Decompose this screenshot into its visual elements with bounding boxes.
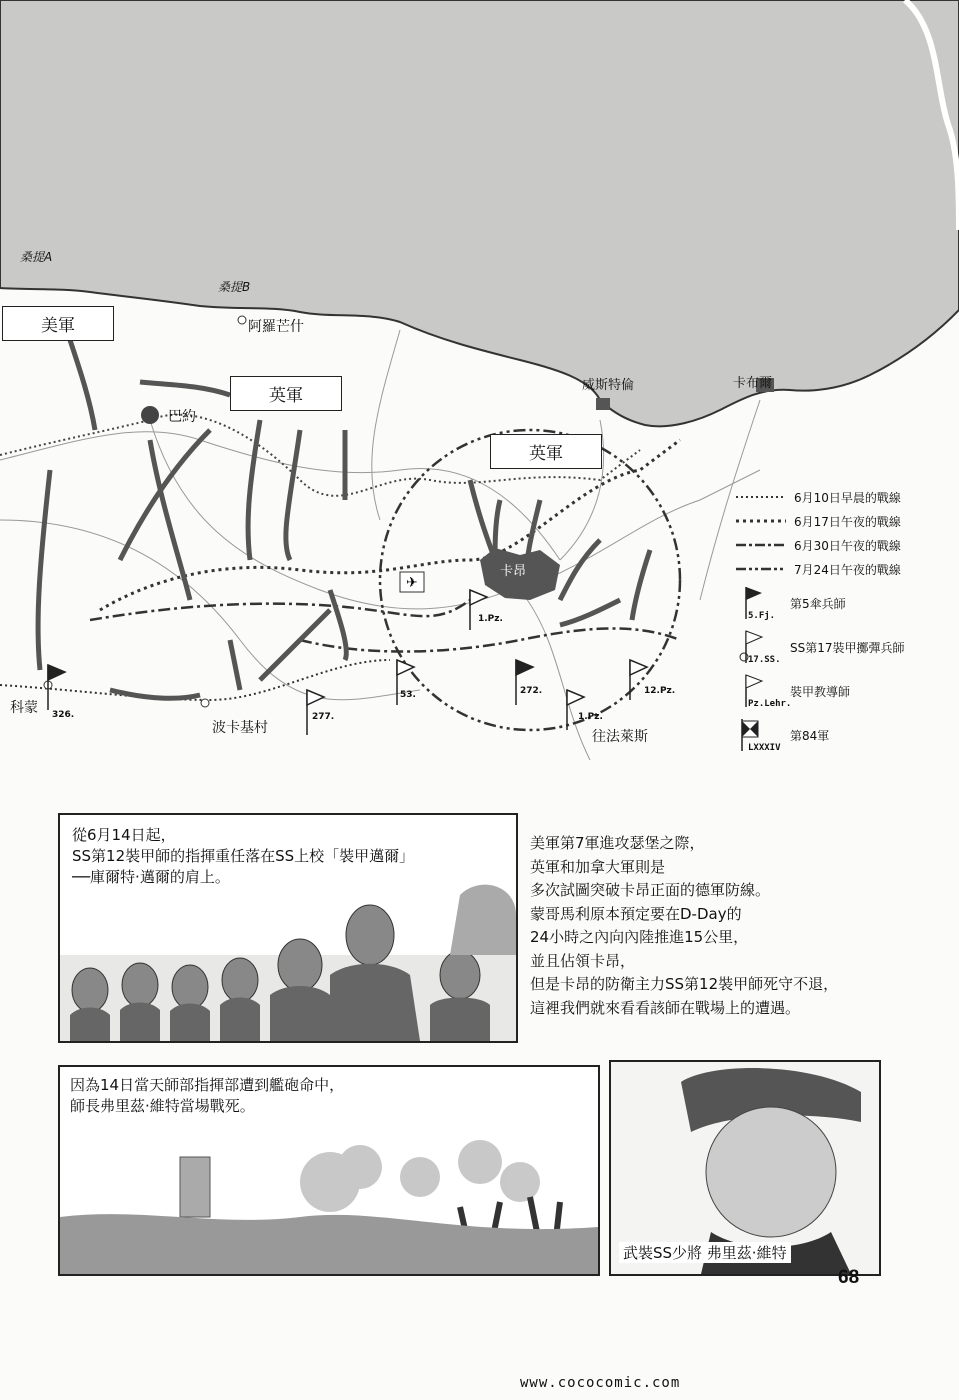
narration-text bbox=[530, 832, 838, 1020]
army-label-us: 美軍 bbox=[2, 306, 114, 341]
front-line-june-30 bbox=[90, 600, 680, 652]
legend-line-june-17 bbox=[736, 509, 956, 533]
unit-marker-326: 326. bbox=[52, 710, 75, 720]
unit-marker-272: 272. bbox=[520, 686, 543, 696]
place-caen: 卡昂 bbox=[500, 564, 527, 579]
unit-marker-12pz: 12.Pz. bbox=[644, 686, 676, 696]
legend-unit-17ss bbox=[736, 625, 956, 669]
site-watermark: www.cococomic.com bbox=[520, 1375, 681, 1391]
legend-swatch-dash-dot-dot-icon bbox=[736, 566, 786, 572]
caption-line: 從6月14日起， bbox=[72, 826, 176, 844]
comic-panel-portrait bbox=[609, 1060, 881, 1276]
legend-swatch-dotted-heavy-icon bbox=[736, 518, 786, 524]
narration-line: 24小時之內向內陸推進15公里， bbox=[530, 928, 749, 946]
unit-marker-1pz-a: 1.Pz. bbox=[478, 614, 503, 624]
bayeux-town bbox=[141, 406, 159, 424]
unit-flag-1pz-a bbox=[470, 590, 487, 630]
unit-code: 17.SS. bbox=[748, 655, 781, 665]
flag-icon bbox=[736, 627, 790, 667]
caption-line: ──庫爾特·邁爾的肩上。 bbox=[72, 868, 230, 886]
caption-line: 因為14日當天師部指揮部遭到艦砲命中， bbox=[70, 1076, 345, 1094]
place-arromanches: 阿羅芒什 bbox=[248, 319, 304, 335]
ouistreham-town bbox=[596, 398, 610, 410]
portrait-name-tag: 武裝SS少將 弗里茲·維特 bbox=[619, 1242, 791, 1263]
legend-line-label: 6月30日午夜的戰線 bbox=[794, 538, 901, 553]
unit-label: 第5傘兵師 bbox=[790, 596, 846, 611]
unit-label: SS第17裝甲擲彈兵師 bbox=[790, 640, 905, 655]
legend-unit-pz-lehr bbox=[736, 669, 956, 713]
legend-swatch-dotted-icon bbox=[736, 494, 786, 500]
svg-text:✈: ✈ bbox=[406, 575, 418, 591]
panel1-caption bbox=[72, 825, 414, 888]
unit-label: 第84軍 bbox=[790, 728, 830, 743]
narration-line: 但是卡昂的防衛主力SS第12裝甲師死守不退， bbox=[530, 975, 839, 993]
comic-panel-bombardment bbox=[58, 1065, 600, 1276]
place-cabourg: 卡布爾 bbox=[733, 376, 773, 391]
legend-unit-lxxxiv bbox=[736, 713, 956, 757]
army-label-british-2: 英軍 bbox=[490, 434, 602, 469]
legend-line-label: 6月17日午夜的戰線 bbox=[794, 514, 901, 529]
legend-line-june-10 bbox=[736, 485, 956, 509]
sea-area bbox=[0, 0, 959, 426]
arromanches-town bbox=[238, 316, 246, 324]
narration-line: 這裡我們就來看看該師在戰場上的遭遇。 bbox=[530, 998, 801, 1017]
place-to-falaise: 往法萊斯 bbox=[592, 729, 648, 745]
place-bayeux: 巴約 bbox=[168, 409, 196, 425]
narration-line: 英軍和加拿大軍則是 bbox=[530, 857, 666, 876]
panel2-caption bbox=[70, 1075, 344, 1117]
unit-marker-1pz-b: 1.Pz. bbox=[578, 712, 603, 722]
narration-line: 蒙哥馬利原本預定要在D-Day的 bbox=[530, 904, 742, 923]
caption-line: 師長弗里茲·維特當場戰死。 bbox=[70, 1097, 255, 1115]
unit-marker-53: 53. bbox=[400, 690, 416, 700]
narration-line: 美軍第7軍進攻瑟堡之際， bbox=[530, 834, 705, 852]
map-legend bbox=[736, 485, 956, 757]
place-beach-b: 桑提B bbox=[218, 280, 251, 294]
unit-code: Pz.Lehr. bbox=[748, 699, 792, 709]
unit-marker-277: 277. bbox=[312, 712, 335, 722]
place-beach-a: 桑提A bbox=[20, 250, 53, 264]
flag-icon bbox=[736, 583, 790, 623]
place-caumont: 科蒙 bbox=[10, 700, 38, 716]
legend-line-july-24 bbox=[736, 557, 956, 581]
flag-icon bbox=[736, 671, 790, 711]
page-number: 68 bbox=[838, 1267, 860, 1288]
narration-line: 多次試圖突破卡昂正面的德軍防線。 bbox=[530, 881, 771, 899]
villers-bocage-town bbox=[201, 699, 209, 707]
legend-swatch-dash-dot-icon bbox=[736, 542, 786, 548]
place-ouistreham: 威斯特倫 bbox=[582, 378, 635, 393]
legend-line-label: 7月24日午夜的戰線 bbox=[794, 562, 901, 577]
legend-line-label: 6月10日早晨的戰線 bbox=[794, 490, 901, 505]
caption-line: SS第12裝甲師的指揮重任落在SS上校「裝甲邁爾」 bbox=[72, 847, 415, 865]
unit-label: 裝甲教導師 bbox=[790, 684, 851, 699]
comic-panel-meyer bbox=[58, 813, 518, 1043]
unit-code: 5.Fj. bbox=[748, 611, 776, 621]
corps-flag-icon bbox=[736, 715, 790, 755]
place-villers-bocage: 波卡基村 bbox=[212, 720, 268, 736]
legend-unit-5fj bbox=[736, 581, 956, 625]
allied-advance-arrows bbox=[38, 340, 650, 698]
legend-line-june-30 bbox=[736, 533, 956, 557]
unit-code: LXXXIV bbox=[748, 743, 781, 753]
narration-line: 並且佔領卡昂， bbox=[530, 951, 636, 970]
army-label-british-1: 英軍 bbox=[230, 376, 342, 411]
unit-flag-272 bbox=[516, 660, 533, 705]
